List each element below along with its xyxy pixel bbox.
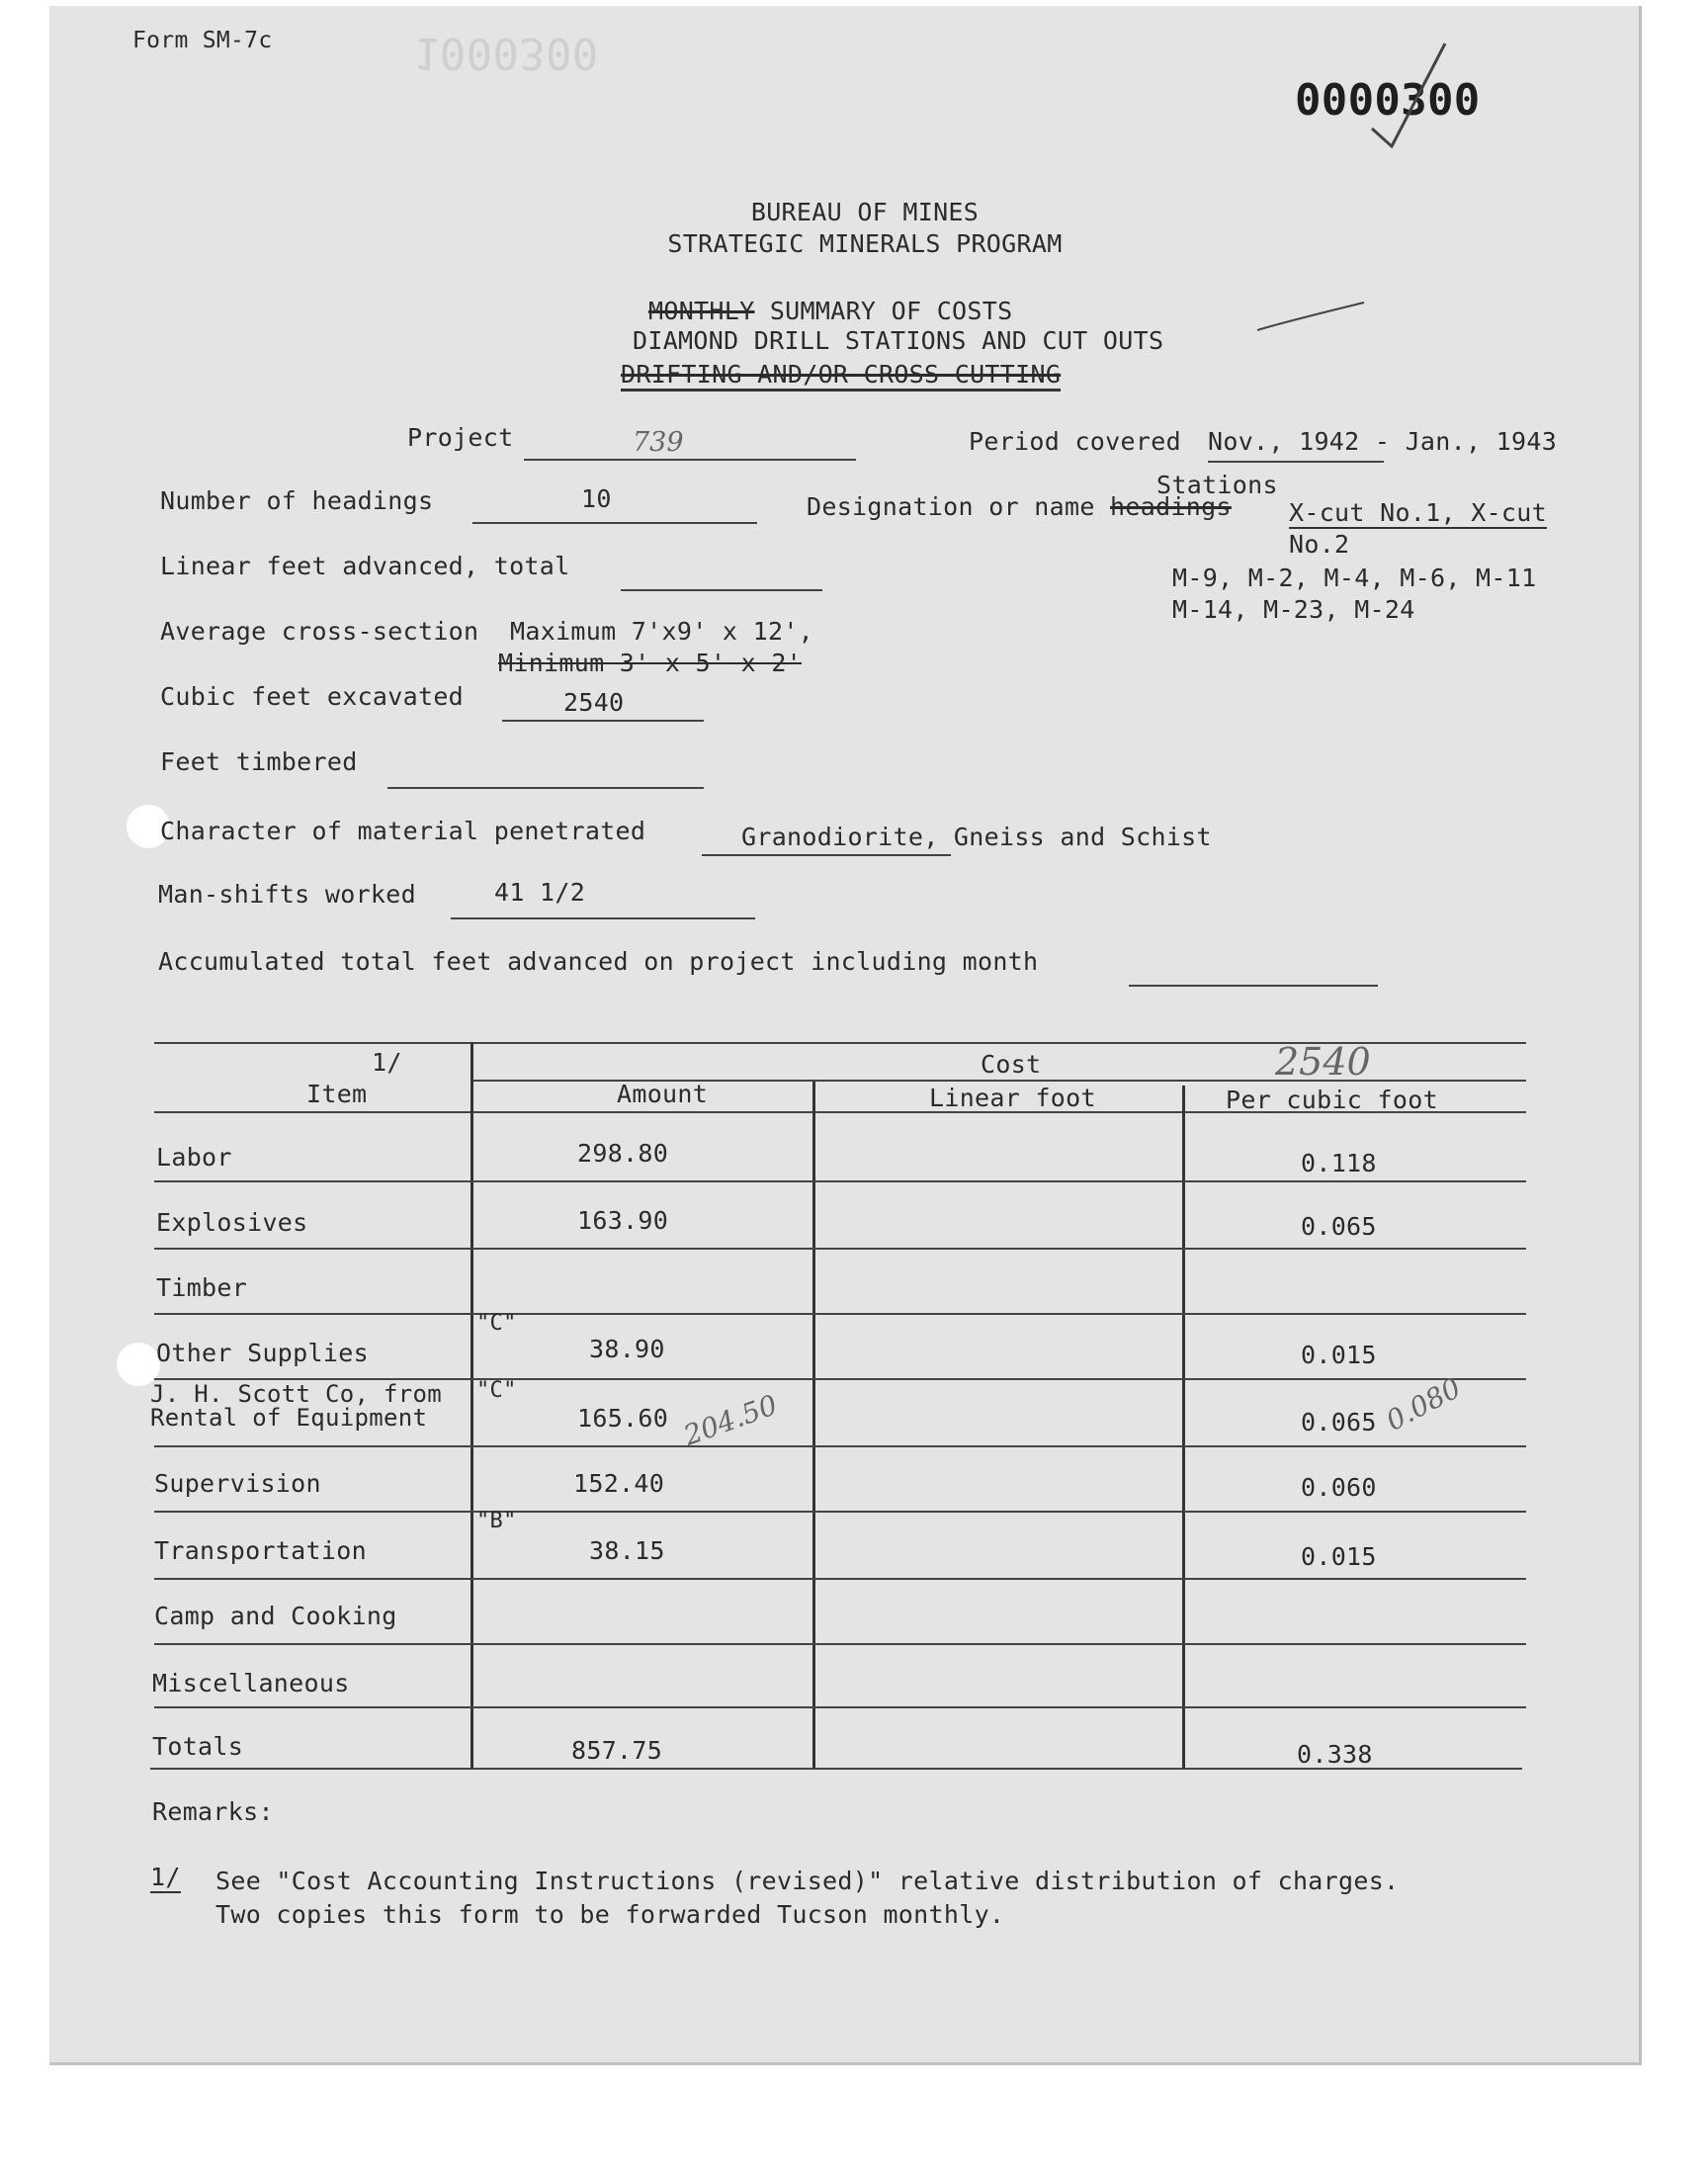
row-item: Labor xyxy=(156,1143,232,1172)
row-cubic: 0.015 xyxy=(1301,1542,1377,1571)
project-value: 739 xyxy=(633,427,684,458)
timbered-label: Feet timbered xyxy=(160,747,358,776)
row-item: Supervision xyxy=(154,1469,321,1498)
row-mark: "C" xyxy=(476,1311,517,1336)
row-line xyxy=(154,1313,1526,1315)
handwritten-note-amount: 204.50 xyxy=(679,1388,782,1452)
row-cubic: 0.065 xyxy=(1301,1408,1377,1436)
cubic-label: Cubic feet excavated xyxy=(160,682,465,711)
form-id: Form SM-7c xyxy=(132,28,273,53)
row-item: Transportation xyxy=(154,1536,367,1565)
linear-underline xyxy=(621,589,822,591)
xsection-label: Average cross-section xyxy=(160,617,479,646)
designation-struck: headings xyxy=(1110,492,1232,521)
item-header: Item xyxy=(306,1080,368,1108)
handwritten-note-cubic: 0.080 xyxy=(1380,1371,1467,1437)
bureau-title: BUREAU OF MINES xyxy=(750,198,980,226)
row-item: Explosives xyxy=(156,1208,308,1237)
row-amount: 38.15 xyxy=(589,1536,665,1565)
doc-number: 0000300 xyxy=(1295,75,1481,126)
program-title: STRATEGIC MINERALS PROGRAM xyxy=(667,229,1063,258)
row-item: Other Supplies xyxy=(156,1339,369,1367)
remarks-line-2: Two copies this form to be forwarded Tucson monthly. xyxy=(215,1900,1005,1929)
cubic-header: Per cubic foot xyxy=(1226,1086,1438,1114)
row-item: Miscellaneous xyxy=(152,1669,350,1697)
row-amount: 38.90 xyxy=(589,1335,665,1363)
row-line xyxy=(154,1248,1526,1250)
headings-label: Number of headings xyxy=(160,486,434,515)
xsection-max: Maximum 7'x9' x 12', xyxy=(510,617,814,646)
accum-underline xyxy=(1129,985,1378,987)
row-cubic: 0.118 xyxy=(1301,1149,1377,1177)
row-item: Timber xyxy=(156,1273,248,1302)
project-underline xyxy=(524,459,856,461)
cubic-value: 2540 xyxy=(563,688,625,717)
cost-header: Cost xyxy=(981,1050,1042,1079)
headings-value: 10 xyxy=(581,484,612,513)
row-amount: 298.80 xyxy=(577,1139,669,1168)
row-line xyxy=(154,1706,1526,1708)
row-amount: 163.90 xyxy=(577,1206,669,1235)
remarks-line-1: See "Cost Accounting Instructions (revised)" relative distribution of charges. xyxy=(215,1867,1400,1895)
row-item: J. H. Scott Co, from Rental of Equipment xyxy=(150,1380,442,1432)
row-amount: 857.75 xyxy=(571,1736,663,1765)
check-mark-icon xyxy=(1253,297,1372,336)
row-item: Totals xyxy=(152,1732,244,1761)
row-cubic: 0.060 xyxy=(1301,1473,1377,1502)
accum-label: Accumulated total feet advanced on project including month xyxy=(158,947,1039,976)
column-divider-amount xyxy=(812,1082,815,1769)
designation-label-text: Designation or name xyxy=(807,492,1095,521)
cubic-underline xyxy=(502,720,704,722)
period-label: Period covered xyxy=(969,427,1181,456)
handwritten-cubic-total: 2540 xyxy=(1275,1040,1371,1084)
designation-value-1: X-cut No.1, X-cut xyxy=(1289,498,1547,527)
report-subtitle: DIAMOND DRILL STATIONS AND CUT OUTS xyxy=(633,326,1164,355)
manshifts-underline xyxy=(451,917,755,919)
check-mark-icon xyxy=(1364,40,1453,148)
struck-subtitle: DRIFTING AND/OR CROSS-CUTTING xyxy=(621,360,1061,392)
row-amount: 165.60 xyxy=(577,1404,669,1433)
row-line xyxy=(154,1643,1526,1645)
period-value: Nov., 1942 - Jan., 1943 xyxy=(1208,427,1558,456)
period-underline xyxy=(1208,461,1384,463)
manshifts-value: 41 1/2 xyxy=(494,878,586,907)
faint-doc-number: 1000300 xyxy=(413,28,599,78)
row-line xyxy=(154,1180,1526,1182)
row-mark: "B" xyxy=(476,1509,517,1533)
row-item: Camp and Cooking xyxy=(154,1602,397,1630)
timbered-underline xyxy=(387,787,704,789)
column-divider-item xyxy=(470,1042,473,1769)
row-line xyxy=(154,1445,1526,1447)
headings-underline xyxy=(472,522,757,524)
row-line xyxy=(154,1578,1526,1580)
amount-header: Amount xyxy=(617,1080,709,1108)
remarks-mark: 1/ xyxy=(150,1863,181,1891)
table-bottom-line xyxy=(150,1768,1522,1770)
row-mark: "C" xyxy=(476,1378,517,1403)
row-line xyxy=(154,1511,1526,1513)
column-divider-linear xyxy=(1182,1086,1185,1769)
material-value: Granodiorite, Gneiss and Schist xyxy=(741,823,1212,851)
manshifts-label: Man-shifts worked xyxy=(158,880,416,909)
designation-value-4: M-14, M-23, M-24 xyxy=(1172,595,1415,624)
designation-insert: Stations xyxy=(1156,471,1278,499)
material-label: Character of material penetrated xyxy=(160,817,646,845)
material-underline xyxy=(702,854,951,856)
struck-word: MONTHLY xyxy=(648,297,755,325)
xsection-min: Minimum 3' x 5' x 2' xyxy=(498,649,803,677)
remarks-label: Remarks: xyxy=(152,1797,274,1826)
row-cubic: 0.015 xyxy=(1301,1341,1377,1369)
footnote-mark: 1/ xyxy=(372,1048,402,1077)
linear-header: Linear foot xyxy=(929,1084,1096,1112)
project-label: Project xyxy=(407,423,514,452)
row-cubic: 0.065 xyxy=(1301,1212,1377,1241)
report-title xyxy=(648,297,1012,325)
linear-label: Linear feet advanced, total xyxy=(160,552,570,580)
report-title-rest: SUMMARY OF COSTS xyxy=(769,297,1013,325)
designation-value-2: No.2 xyxy=(1289,530,1350,559)
row-cubic: 0.338 xyxy=(1297,1740,1373,1769)
designation-value-3: M-9, M-2, M-4, M-6, M-11 xyxy=(1172,564,1537,592)
row-amount: 152.40 xyxy=(573,1469,665,1498)
